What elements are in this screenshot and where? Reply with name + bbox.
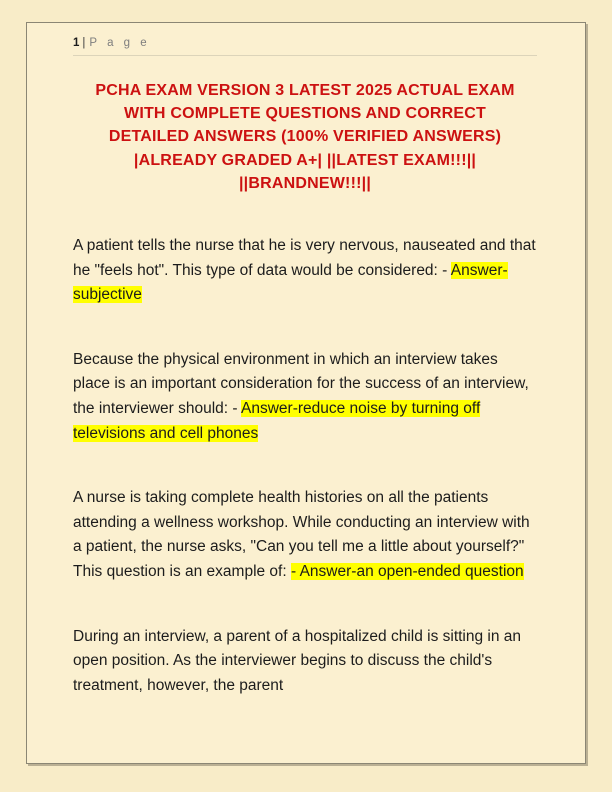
answer-highlight: Answer-subjective: [73, 261, 508, 304]
document-page: [26, 22, 586, 764]
question-text: A patient tells the nurse that he is very nervous, nauseated and that he "feels hot". This type of data would be considered: -: [73, 237, 536, 279]
question-paragraph: [73, 625, 537, 699]
answer-highlight: Answer-reduce noise by turning off televisions and cell phones: [73, 399, 481, 442]
document-title-line: DETAILED ANSWERS (100% VERIFIED ANSWERS): [108, 128, 502, 146]
page-header: [73, 36, 537, 56]
document-title-line: |ALREADY GRADED A+| ||LATEST EXAM!!!||: [133, 151, 477, 169]
page-header-separator: |: [82, 37, 86, 49]
page-number: 1: [73, 37, 80, 49]
question-list: [73, 234, 537, 698]
question-paragraph: [73, 348, 537, 446]
question-paragraph: [73, 486, 537, 584]
question-text: During an interview, a parent of a hospitalized child is sitting in an open position. As the interviewer begins to discuss the child's treatment, however, the parent: [73, 627, 522, 694]
document-title: [73, 79, 537, 195]
question-text: A nurse is taking complete health histories on all the patients attending a wellness workshop. While conducting an interview with a patient, the nurse asks, "Can you tell me a little about yourself?" This question is an example of:: [73, 489, 530, 580]
document-title-line: PCHA EXAM VERSION 3 LATEST 2025 ACTUAL EXAM: [95, 82, 515, 99]
answer-highlight: - Answer-an open-ended question: [290, 562, 524, 580]
document-title-line: ||BRANDNEW!!!||: [239, 174, 371, 192]
question-paragraph: [73, 234, 537, 308]
question-text: Because the physical environment in which an interview takes place is an important consideration for the success of an interview, the interviewer should: -: [73, 350, 529, 417]
page-label: P a g e: [89, 37, 151, 49]
document-title-line: WITH COMPLETE QUESTIONS AND CORRECT: [124, 105, 486, 123]
